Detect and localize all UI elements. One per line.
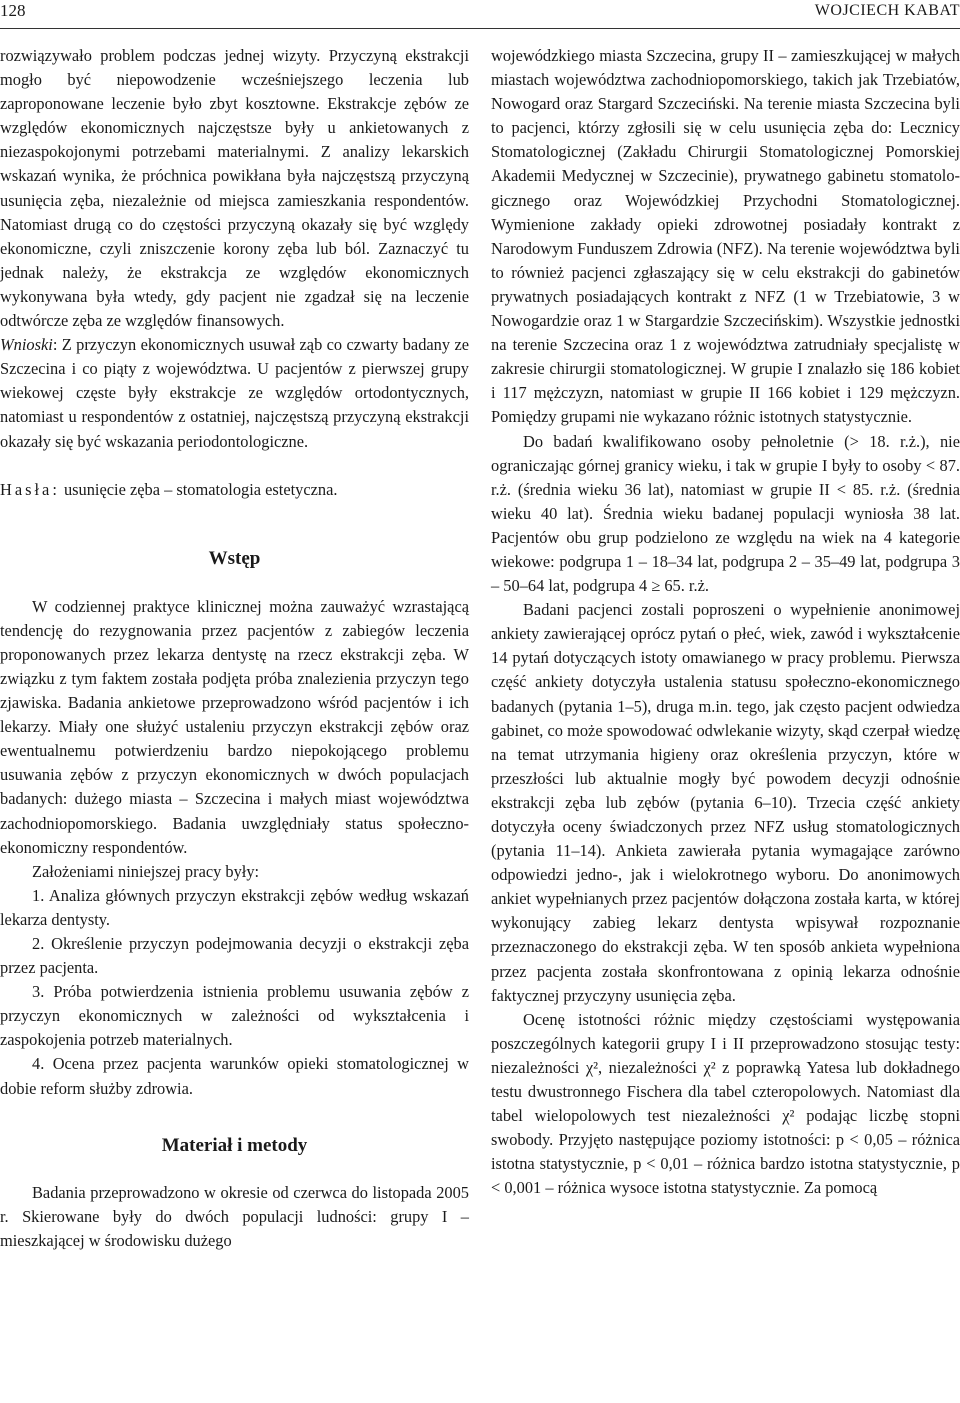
- intro-heading: Wstęp: [208, 547, 261, 569]
- statistics-paragraph: Ocenę istotności różnic między częstościami występowania poszczególnych kategorii grupy I i II przeprowadzono stosując testy: niezależności χ², niezależności χ² z poprawką Yatesa lub dokładnego testu dwustronnego Fischera dla tabel czteropolowych. Natomiast dla tabel wielopolowych test niezależności χ² podając liczbę stopni swobody. Przyjęto następujące poziomy istotności: p < 0,05 – różnica istotna statystycznie, p < 0,01 – różnica bardzo istotna statystycznie, p < 0,001 – różnica wysoce istotna statystycznie. Za pomocą: [491, 1009, 960, 1198]
- conclusions-text: : Z przyczyn ekonomicznych usuwał ząb co czwarty badany ze Szczecina i co piąty z województwa. U pacjentów z pierwszej grupy wiekowej częste były ekstrakcje ze względów ortodontycznych, natomiast u respondentów z ostatniej, najczęstszą przyczyną ekstrakcji okazały się być wskazania periodontologiczne.: [0, 335, 469, 451]
- abstract-results-paragraph: rozwiązywało problem podczas jednej wizyty. Przyczyną ekstrakcji mogło być niepowodzenie wcześniejszego leczenia lub zaproponowane leczenie było zbyt kosztowne. Ekstrakcje zębów ze względów ekonomicznych najczęstsze były u ankietowanych z niezaspokojonymi potrzebami materialnymi. Z analizy lekarskich wskazań wynika, że próchnica powikłana była najczęstszą przyczyną usunięcia zęba, niezależnie od miejsca zamieszkania respondentów. Natomiast drugą co do częstości przyczyną okazały się być względy ekonomiczne, czyli zniszczenie korony zęba lub ból. Zaznaczyć tu jednak należy, że ekstrakcja ze względów ekonomicznych wykonywana była wtedy, gdy pacjent nie zgadzał się na leczenie odtwórcze zęba ze względów finansowych.: [0, 46, 469, 331]
- aim-item-2: 2. Określenie przyczyn podejmowania decyzji o ekstrakcji zęba przez pacjenta.: [0, 934, 469, 978]
- aims-intro: Założeniami niniejszej pracy były:: [32, 861, 260, 881]
- right-column: [491, 44, 960, 1201]
- aim-item-4: 4. Ocena przez pacjenta warunków opieki stomatologicznej w dobie reform służby zdrowia.: [0, 1054, 469, 1098]
- age-groups-paragraph: Do badań kwalifikowano osoby pełnoletnie (> 18. r.ż.), nie ograniczając górnej granicy wieku, i tak w grupie I były to osoby < 87. r.ż. (średnia wieku 36 lat), natomiast w grupie II < 85. r.ż. (średnia wieku 40 lat). Średnia wieku badanej populacji wyniosła 38 lat. Pacjentów obu grup podzielono ze względu na wiek na 4 kategorie wiekowe: podgrupa 1 – 18–34 lat, podgrupa 2 – 35–49 lat, podgrupa 3 – 50–64 lat, podgrupa 4 ≥ 65. r.ż.: [491, 431, 960, 596]
- aim-item-3: 3. Próba potwierdzenia istnienia problemu usuwania zębów z przyczyn ekonomicznych w zależności od wykształcenia i zaspokojenia potrzeb materialnych.: [0, 982, 469, 1050]
- left-column: [0, 44, 469, 1253]
- keywords-label: Hasła:: [0, 479, 60, 499]
- keywords-line: [0, 478, 469, 502]
- abstract-conclusions-paragraph: [0, 333, 469, 453]
- conclusions-label: Wnioski: [0, 335, 53, 355]
- methods-paragraph-continued: wojewódzkiego miasta Szczecina, grupy II – zamieszkującej w małych miastach województwa zachodniopomorskiego, takich jak Trzebiatów, Nowogard oraz Stargard Szczeciński. Na terenie miasta Szczecina byli to pacjenci, którzy zgłosili się w celu usunięcia zęba do: Lecznicy Stomatologicznej (Zakładu Chirurgii Stomatologicznej Pomorskiej Akademii Medycznej w Szczecinie), prywatnego gabinetu stomatologicznego oraz Wojewódzkiej Przychodni Stomatologicznej. Wymienione zakłady opieki zdrowotnej posiadały kontrakt z Narodowym Funduszem Zdrowia (NFZ). Na terenie województwa byli to również pacjenci zgłaszający się w celu ekstrakcji do gabinetów prywatnych posiadających kontrakt z NFZ (1 w Trzebiatowie, 3 w Nowogardzie oraz 1 w Stargardzie Szczecińskim). Wszystkie jednostki na terenie Szczecina oraz 1 z województwa zatrudniały specjalistę w zakresie chirurgii stomatologicznej. W grupie I znalazło się 186 kobiet i 117 mężczyzn, natomiast w grupie II 166 kobiet i 129 mężczyzn. Pomiędzy grupami nie wykazano różnic istotnych statystycznie.: [491, 46, 960, 427]
- methods-paragraph: Badania przeprowadzono w okresie od czerwca do listopada 2005 r. Skierowane były do dwóch populacji ludności: grupy I – mieszkającej w środowisku dużego: [0, 1182, 469, 1250]
- keywords-text: usunięcie zęba – stomatologia estetyczna.: [59, 479, 338, 499]
- page-number: 128: [0, 1, 26, 20]
- methods-heading: Materiał i metody: [161, 1134, 308, 1156]
- intro-paragraph: W codziennej praktyce klinicznej można zauważyć wzrastającą tendencję do rezygnowania przez pacjentów z zabiegów leczenia proponowanych przez lekarza dentystę na rzecz ekstrakcji zęba. W związku z tym faktem została podjęta próba znalezienia przyczyn tego zjawiska. Badania ankietowe przeprowadzono wśród pacjentów i ich lekarzy. Miały one służyć ustaleniu przyczyn ekstrakcji zębów oraz ewentualnemu potwierdzeniu bardzo niepokojącego problemu usuwania zębów z przyczyn ekonomicznych w dwóch populacjach badanych: dużego miasta – Szczecina i małych miast województwa zachodniopomorskiego. Badania uwzględniały status społeczno-ekonomiczny respondentów.: [0, 596, 469, 857]
- aim-item-1: 1. Analiza głównych przyczyn ekstrakcji zębów według wskazań lekarza dentysty.: [0, 885, 469, 929]
- survey-paragraph: Badani pacjenci zostali poproszeni o wypełnienie anonimowej ankiety zawierającej oprócz pytań o płeć, wiek, zawód i wykształcenie 14 pytań dotyczących istoty omawianego w pracy problemu. Pierwsza część ankiety dotyczyła ustalenia statusu społeczno-ekonomicznego badanych (pytania 1–5), druga m.in. tego, jak często pacjent odwiedza gabinet, co może spowodować odwlekanie wizyty, skąd czerpał wiedzę na temat utrzymania higieny oraz określenia przyczyn, które w przeszłości lub aktualnie mogły być powodem decyzji odnośnie ekstrakcji zęba lub zębów (pytania 6–10). Trzecia część ankiety dotyczyła oceny świadczonych przez NFZ usług stomatologicznych (pytania 11–14). Ankieta zawierała pytania wymagające zarówno odpowiedzi jedno-, jak i wielokrotnego wyboru. Do anonimowych ankiet wypełnianych przez pacjentów dołączona została karta, w której wykonujący zabieg lekarz dentysta wpisywał rozpoznanie przeznaczonego do ekstrakcji zęba. W ten sposób ankieta wypełniona przez pacjenta została skonfrontowana z opinią lekarza odnośnie faktycznej przyczyny usunięcia zęba.: [491, 600, 960, 1005]
- running-head-author: WOJCIECH KABAT: [814, 2, 960, 19]
- page-header: [0, 0, 960, 29]
